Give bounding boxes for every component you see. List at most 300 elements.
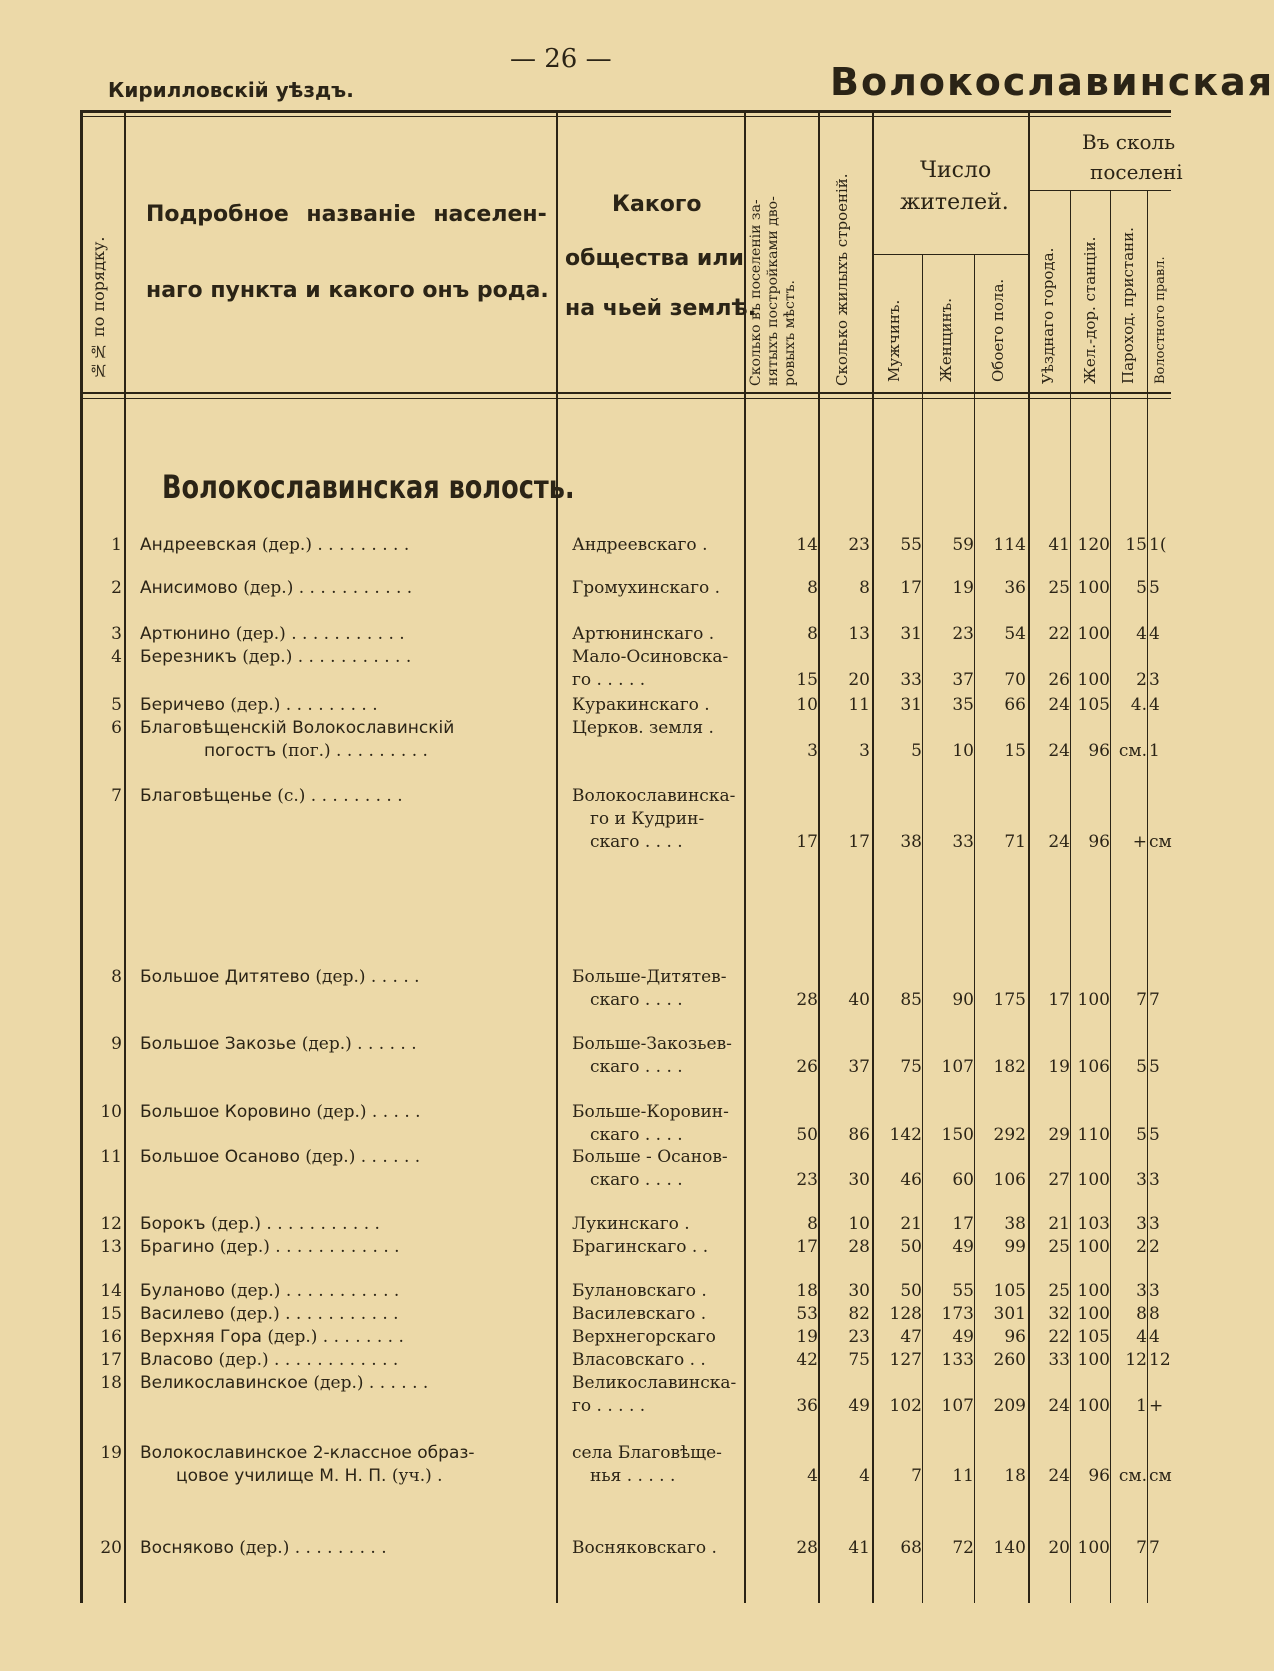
value-yards: 36 [796, 1396, 818, 1416]
society-name: го и Кудрин- [590, 809, 705, 829]
value-town: 19 [1048, 1057, 1070, 1077]
society-name: скаго . . . . [590, 990, 683, 1010]
value-both: 66 [1004, 695, 1026, 715]
value-rail: 120 [1077, 535, 1110, 555]
value-pier: 7 [1136, 990, 1147, 1010]
value-both: 105 [993, 1281, 1026, 1301]
header-both: Обоего пола. [989, 278, 1007, 382]
value-men: 68 [900, 1538, 922, 1558]
value-women: 173 [941, 1304, 974, 1324]
value-pier: см. [1118, 1466, 1147, 1486]
value-town: 33 [1048, 1350, 1070, 1370]
society-name: Восняковскаго . [572, 1538, 717, 1558]
header-volost: Волостного правл. [1153, 256, 1168, 384]
value-volost: см [1149, 1466, 1172, 1486]
table-row [0, 966, 1171, 1012]
row-number: 16 [100, 1327, 122, 1347]
value-men: 38 [900, 832, 922, 852]
value-town: 24 [1048, 741, 1070, 761]
value-volost: 3 [1149, 1170, 1160, 1190]
society-name: Андреевскаго . [572, 535, 708, 555]
settlement-name: Благовѣщенье (с.) . . . . . . . . . [140, 786, 403, 806]
row-number: 17 [100, 1350, 122, 1370]
header-pop-1: Число [920, 158, 992, 183]
header-society-3: на чьей землѣ. [565, 296, 757, 321]
value-pier: 8 [1136, 1304, 1147, 1324]
value-men: 102 [889, 1396, 922, 1416]
settlement-name: Буланово (дер.) . . . . . . . . . . . [140, 1281, 400, 1301]
value-yards: 8 [807, 624, 818, 644]
value-rail: 106 [1077, 1057, 1110, 1077]
value-men: 33 [900, 670, 922, 690]
value-yards: 28 [796, 990, 818, 1010]
value-yards: 28 [796, 1538, 818, 1558]
settlement-kind: (дер.) . . . . . . . . . . . . [219, 1237, 400, 1257]
value-yards: 23 [796, 1170, 818, 1190]
table-row [0, 694, 1171, 717]
value-both: 96 [1004, 1327, 1026, 1347]
value-volost: 7 [1149, 1538, 1160, 1558]
value-both: 106 [993, 1170, 1026, 1190]
header-rail: Жел.-дор. станціи. [1081, 236, 1099, 384]
table-row [0, 534, 1171, 557]
table-row [0, 1537, 1171, 1560]
value-yards: 15 [796, 670, 818, 690]
value-both: 209 [993, 1396, 1026, 1416]
value-rail: 105 [1077, 695, 1110, 715]
value-town: 27 [1048, 1170, 1070, 1190]
value-women: 37 [952, 670, 974, 690]
row-number: 20 [100, 1538, 122, 1558]
row-number: 8 [111, 967, 122, 987]
header-dist-1: Въ сколь [1082, 130, 1176, 154]
value-pier: 12 [1125, 1350, 1147, 1370]
value-town: 25 [1048, 578, 1070, 598]
value-men: 5 [911, 741, 922, 761]
value-volost: 5 [1149, 1125, 1160, 1145]
value-women: 33 [952, 832, 974, 852]
row-number: 10 [100, 1102, 122, 1122]
value-town: 41 [1048, 535, 1070, 555]
header-pier: Пароход. пристани. [1119, 227, 1137, 384]
value-volost: 3 [1149, 670, 1160, 690]
society-name: го . . . . . [572, 670, 646, 690]
value-women: 11 [952, 1466, 974, 1486]
value-volost: 5 [1149, 1057, 1160, 1077]
value-men: 75 [900, 1057, 922, 1077]
settlement-name: цовое училище М. Н. П. (уч.) . [176, 1466, 443, 1486]
top-rule-thin [80, 116, 1171, 117]
value-rail: 96 [1088, 1466, 1110, 1486]
value-women: 107 [941, 1057, 974, 1077]
value-houses: 28 [848, 1237, 870, 1257]
value-yards: 10 [796, 695, 818, 715]
value-yards: 19 [796, 1327, 818, 1347]
value-women: 19 [952, 578, 974, 598]
value-houses: 20 [848, 670, 870, 690]
value-both: 182 [993, 1057, 1026, 1077]
value-volost: 4 [1149, 1327, 1160, 1347]
settlement-name: Большое Коровино (дер.) . . . . . [140, 1102, 421, 1122]
value-houses: 3 [859, 741, 870, 761]
settlement-kind: (дер.) . . . . . . [301, 1034, 417, 1054]
value-volost: 8 [1149, 1304, 1160, 1324]
value-houses: 37 [848, 1057, 870, 1077]
table-row [0, 1349, 1171, 1372]
value-yards: 18 [796, 1281, 818, 1301]
value-pier: 1 [1136, 1396, 1147, 1416]
value-houses: 75 [848, 1350, 870, 1370]
value-town: 21 [1048, 1214, 1070, 1234]
row-number: 11 [100, 1147, 122, 1167]
value-women: 60 [952, 1170, 974, 1190]
dist-group-rule [1028, 190, 1171, 191]
value-yards: 8 [807, 578, 818, 598]
value-town: 25 [1048, 1281, 1070, 1301]
value-women: 55 [952, 1281, 974, 1301]
header-yards: Сколько въ поселеніи за- нятыхъ постройками дво- ровыхъ мѣстъ. [748, 196, 798, 386]
value-women: 23 [952, 624, 974, 644]
row-number: 4 [111, 647, 122, 667]
value-women: 90 [952, 990, 974, 1010]
value-pier: 4 [1136, 1327, 1147, 1347]
value-pier: 4 [1136, 624, 1147, 644]
value-houses: 30 [848, 1281, 870, 1301]
society-name: Власовскаго . . [572, 1350, 706, 1370]
value-pier: 7 [1136, 1538, 1147, 1558]
value-pier: 2 [1136, 1237, 1147, 1257]
society-name: скаго . . . . [590, 1057, 683, 1077]
settlement-name: Большое Осаново (дер.) . . . . . . [140, 1147, 421, 1167]
settlement-name: Благовѣщенскій Волокославинскій [140, 718, 455, 738]
top-rule [80, 110, 1171, 113]
table-row [0, 1146, 1171, 1192]
value-both: 260 [993, 1350, 1026, 1370]
society-name: села Благовѣще- [572, 1443, 722, 1463]
value-men: 7 [911, 1466, 922, 1486]
society-name: скаго . . . . [590, 1170, 683, 1190]
settlement-name: Брагино (дер.) . . . . . . . . . . . . [140, 1237, 400, 1257]
value-women: 10 [952, 741, 974, 761]
header-men: Мужчинъ. [885, 299, 903, 382]
society-name: го . . . . . [572, 1396, 646, 1416]
society-name: Мало-Осиновска- [572, 647, 729, 667]
volost-header: Волокославинская [830, 60, 1274, 104]
value-both: 71 [1004, 832, 1026, 852]
value-houses: 40 [848, 990, 870, 1010]
society-name: Брагинскаго . . [572, 1237, 709, 1257]
value-town: 26 [1048, 670, 1070, 690]
settlement-name: Березникъ (дер.) . . . . . . . . . . . [140, 647, 412, 667]
header-town: Уѣзднаго города. [1039, 247, 1057, 384]
settlement-kind: (дер.) . . . . . . . . . . . [243, 578, 413, 598]
value-both: 70 [1004, 670, 1026, 690]
value-yards: 50 [796, 1125, 818, 1145]
value-both: 301 [993, 1304, 1026, 1324]
value-volost: 5 [1149, 578, 1160, 598]
settlement-kind: (дер.) . . . . . . . . . [239, 1538, 387, 1558]
settlement-name: Анисимово (дер.) . . . . . . . . . . . [140, 578, 413, 598]
settlement-kind: (дер.) . . . . . . . . . . . . [218, 1350, 399, 1370]
society-name: Больше-Коровин- [572, 1102, 729, 1122]
value-men: 55 [900, 535, 922, 555]
value-men: 47 [900, 1327, 922, 1347]
value-rail: 110 [1077, 1125, 1110, 1145]
settlement-kind: (дер.) . . . . . [315, 967, 420, 987]
table-row [0, 717, 1171, 763]
society-name: Церков. земля . [572, 718, 714, 738]
value-women: 17 [952, 1214, 974, 1234]
value-rail: 100 [1077, 990, 1110, 1010]
society-name: скаго . . . . [590, 1125, 683, 1145]
value-pier: 15 [1125, 535, 1147, 555]
value-both: 140 [993, 1538, 1026, 1558]
table-row [0, 646, 1171, 692]
value-houses: 4 [859, 1466, 870, 1486]
header-bottom-rule [80, 392, 1171, 394]
value-women: 72 [952, 1538, 974, 1558]
settlement-name: Власово (дер.) . . . . . . . . . . . . [140, 1350, 399, 1370]
table-row [0, 1303, 1171, 1326]
value-men: 21 [900, 1214, 922, 1234]
society-name: нья . . . . . [590, 1466, 676, 1486]
value-rail: 100 [1077, 624, 1110, 644]
value-women: 35 [952, 695, 974, 715]
settlement-kind: (дер.) . . . . . . . . . . . [210, 1214, 380, 1234]
table-row [0, 577, 1171, 600]
row-number: 9 [111, 1034, 122, 1054]
value-volost: 3 [1149, 1214, 1160, 1234]
value-houses: 13 [848, 624, 870, 644]
value-rail: 100 [1077, 670, 1110, 690]
value-both: 15 [1004, 741, 1026, 761]
table-row [0, 1236, 1171, 1259]
value-houses: 82 [848, 1304, 870, 1324]
value-town: 24 [1048, 1396, 1070, 1416]
value-houses: 86 [848, 1125, 870, 1145]
settlement-name: Василево (дер.) . . . . . . . . . . . [140, 1304, 399, 1324]
value-women: 49 [952, 1327, 974, 1347]
society-name: Больше - Осанов- [572, 1147, 728, 1167]
value-town: 24 [1048, 695, 1070, 715]
value-volost: 2 [1149, 1237, 1160, 1257]
section-title: Волокославинская волость. [162, 468, 575, 506]
value-men: 127 [889, 1350, 922, 1370]
settlement-name: Большое Дитятево (дер.) . . . . . [140, 967, 420, 987]
society-name: скаго . . . . [590, 832, 683, 852]
header-name-2: наго пункта и какого онъ рода. [146, 278, 549, 303]
value-yards: 8 [807, 1214, 818, 1234]
value-pier: 2 [1136, 670, 1147, 690]
header-society-2: общества или [565, 246, 744, 271]
value-pier: 5 [1136, 1125, 1147, 1145]
value-town: 29 [1048, 1125, 1070, 1145]
society-name: Громухинскаго . [572, 578, 721, 598]
row-number: 15 [100, 1304, 122, 1324]
settlement-kind: (пог.) . . . . . . . . . [281, 741, 428, 761]
page-number: — 26 — [510, 44, 612, 74]
settlement-kind: (с.) . . . . . . . . . [277, 786, 403, 806]
value-pier: 3 [1136, 1281, 1147, 1301]
value-houses: 30 [848, 1170, 870, 1190]
value-men: 85 [900, 990, 922, 1010]
value-houses: 23 [848, 1327, 870, 1347]
society-name: Василевскаго . [572, 1304, 707, 1324]
society-name: Великославинска- [572, 1373, 737, 1393]
value-houses: 41 [848, 1538, 870, 1558]
value-pier: 5 [1136, 1057, 1147, 1077]
header-num: №№ по порядку. [89, 236, 108, 380]
district-title: Кирилловскій уѣздъ. [108, 78, 354, 102]
value-rail: 100 [1077, 1281, 1110, 1301]
settlement-kind: (уч.) . [391, 1466, 443, 1486]
value-volost: 1 [1149, 741, 1160, 761]
value-pier: + [1132, 832, 1147, 852]
value-both: 18 [1004, 1466, 1026, 1486]
value-yards: 17 [796, 832, 818, 852]
settlement-kind: (дер.) . . . . . . [305, 1147, 421, 1167]
value-men: 50 [900, 1237, 922, 1257]
society-name: Верхнегорскаго [572, 1327, 716, 1347]
row-number: 19 [100, 1443, 122, 1463]
value-houses: 49 [848, 1396, 870, 1416]
value-both: 99 [1004, 1237, 1026, 1257]
row-number: 5 [111, 695, 122, 715]
value-rail: 96 [1088, 741, 1110, 761]
header-name-1: Подробное названіе населен- [146, 202, 547, 227]
row-number: 7 [111, 786, 122, 806]
value-men: 142 [889, 1125, 922, 1145]
value-rail: 100 [1077, 1396, 1110, 1416]
value-houses: 17 [848, 832, 870, 852]
settlement-name: Большое Закозье (дер.) . . . . . . [140, 1034, 417, 1054]
value-town: 25 [1048, 1237, 1070, 1257]
value-women: 107 [941, 1396, 974, 1416]
value-volost: 7 [1149, 990, 1160, 1010]
value-town: 24 [1048, 1466, 1070, 1486]
settlement-kind: (дер.) . . . . . . . . . [261, 535, 410, 555]
header-women: Женщинъ. [937, 298, 955, 382]
value-town: 32 [1048, 1304, 1070, 1324]
value-pier: 5 [1136, 578, 1147, 598]
row-number: 3 [111, 624, 122, 644]
row-number: 14 [100, 1281, 122, 1301]
value-both: 175 [993, 990, 1026, 1010]
header-bottom-rule-thin [80, 398, 1171, 399]
value-volost: см [1149, 832, 1172, 852]
table-row [0, 1101, 1171, 1147]
value-yards: 26 [796, 1057, 818, 1077]
value-volost: 3 [1149, 1281, 1160, 1301]
value-women: 59 [952, 535, 974, 555]
value-women: 49 [952, 1237, 974, 1257]
table-row [0, 1372, 1171, 1418]
settlement-kind: (дер.) . . . . . . . . [267, 1327, 404, 1347]
value-yards: 17 [796, 1237, 818, 1257]
value-women: 133 [941, 1350, 974, 1370]
settlement-name: Артюнино (дер.) . . . . . . . . . . . [140, 624, 405, 644]
value-town: 24 [1048, 832, 1070, 852]
value-yards: 42 [796, 1350, 818, 1370]
value-town: 17 [1048, 990, 1070, 1010]
value-town: 20 [1048, 1538, 1070, 1558]
value-rail: 103 [1077, 1214, 1110, 1234]
row-number: 6 [111, 718, 122, 738]
value-both: 292 [993, 1125, 1026, 1145]
value-rail: 100 [1077, 1350, 1110, 1370]
value-houses: 23 [848, 535, 870, 555]
value-houses: 8 [859, 578, 870, 598]
value-yards: 14 [796, 535, 818, 555]
settlement-name: Великославинское (дер.) . . . . . . [140, 1373, 429, 1393]
society-name: Больше-Дитятев- [572, 967, 727, 987]
settlement-name: Верхняя Гора (дер.) . . . . . . . . [140, 1327, 404, 1347]
pop-group-rule [872, 254, 1028, 255]
value-women: 150 [941, 1125, 974, 1145]
value-men: 46 [900, 1170, 922, 1190]
header-dist-2: поселені [1090, 160, 1183, 184]
settlement-kind: (дер.) . . . . . . [313, 1373, 429, 1393]
value-rail: 105 [1077, 1327, 1110, 1347]
row-number: 2 [111, 578, 122, 598]
value-rail: 96 [1088, 832, 1110, 852]
settlement-kind: (дер.) . . . . . [316, 1102, 421, 1122]
society-name: Артюнинскаго . [572, 624, 715, 644]
value-yards: 3 [807, 741, 818, 761]
table-row [0, 1442, 1171, 1488]
value-pier: 4. [1130, 695, 1147, 715]
settlement-name: Борокъ (дер.) . . . . . . . . . . . [140, 1214, 380, 1234]
row-number: 13 [100, 1237, 122, 1257]
value-yards: 4 [807, 1466, 818, 1486]
value-both: 54 [1004, 624, 1026, 644]
value-both: 36 [1004, 578, 1026, 598]
table-row [0, 623, 1171, 646]
value-volost: 4 [1149, 695, 1160, 715]
value-men: 17 [900, 578, 922, 598]
value-town: 22 [1048, 1327, 1070, 1347]
settlement-kind: (дер.) . . . . . . . . . . . [235, 624, 405, 644]
header-houses: Сколько жилыхъ строеній. [833, 173, 851, 386]
settlement-kind: (дер.) . . . . . . . . . [230, 695, 378, 715]
society-name: Булановскаго . [572, 1281, 707, 1301]
settlement-kind: (дер.) . . . . . . . . . . . [229, 1304, 399, 1324]
value-pier: см. [1118, 741, 1147, 761]
value-both: 38 [1004, 1214, 1026, 1234]
society-name: Куракинскаго . [572, 695, 710, 715]
header-society-1: Какого [612, 192, 702, 217]
value-town: 22 [1048, 624, 1070, 644]
value-pier: 3 [1136, 1214, 1147, 1234]
value-both: 114 [993, 535, 1026, 555]
value-rail: 100 [1077, 1170, 1110, 1190]
settlement-name: Восняково (дер.) . . . . . . . . . [140, 1538, 387, 1558]
value-men: 31 [900, 624, 922, 644]
value-volost: 1( [1149, 535, 1167, 555]
table-row [0, 785, 1171, 854]
value-volost: 12 [1149, 1350, 1171, 1370]
settlement-name: погостъ (пог.) . . . . . . . . . [204, 741, 428, 761]
table-row [0, 1326, 1171, 1349]
row-number: 18 [100, 1373, 122, 1393]
value-yards: 53 [796, 1304, 818, 1324]
settlement-name: Андреевская (дер.) . . . . . . . . . [140, 535, 410, 555]
society-name: Волокославинска- [572, 786, 736, 806]
value-men: 31 [900, 695, 922, 715]
value-rail: 100 [1077, 1304, 1110, 1324]
society-name: Больше-Закозьев- [572, 1034, 732, 1054]
value-volost: + [1149, 1396, 1164, 1416]
